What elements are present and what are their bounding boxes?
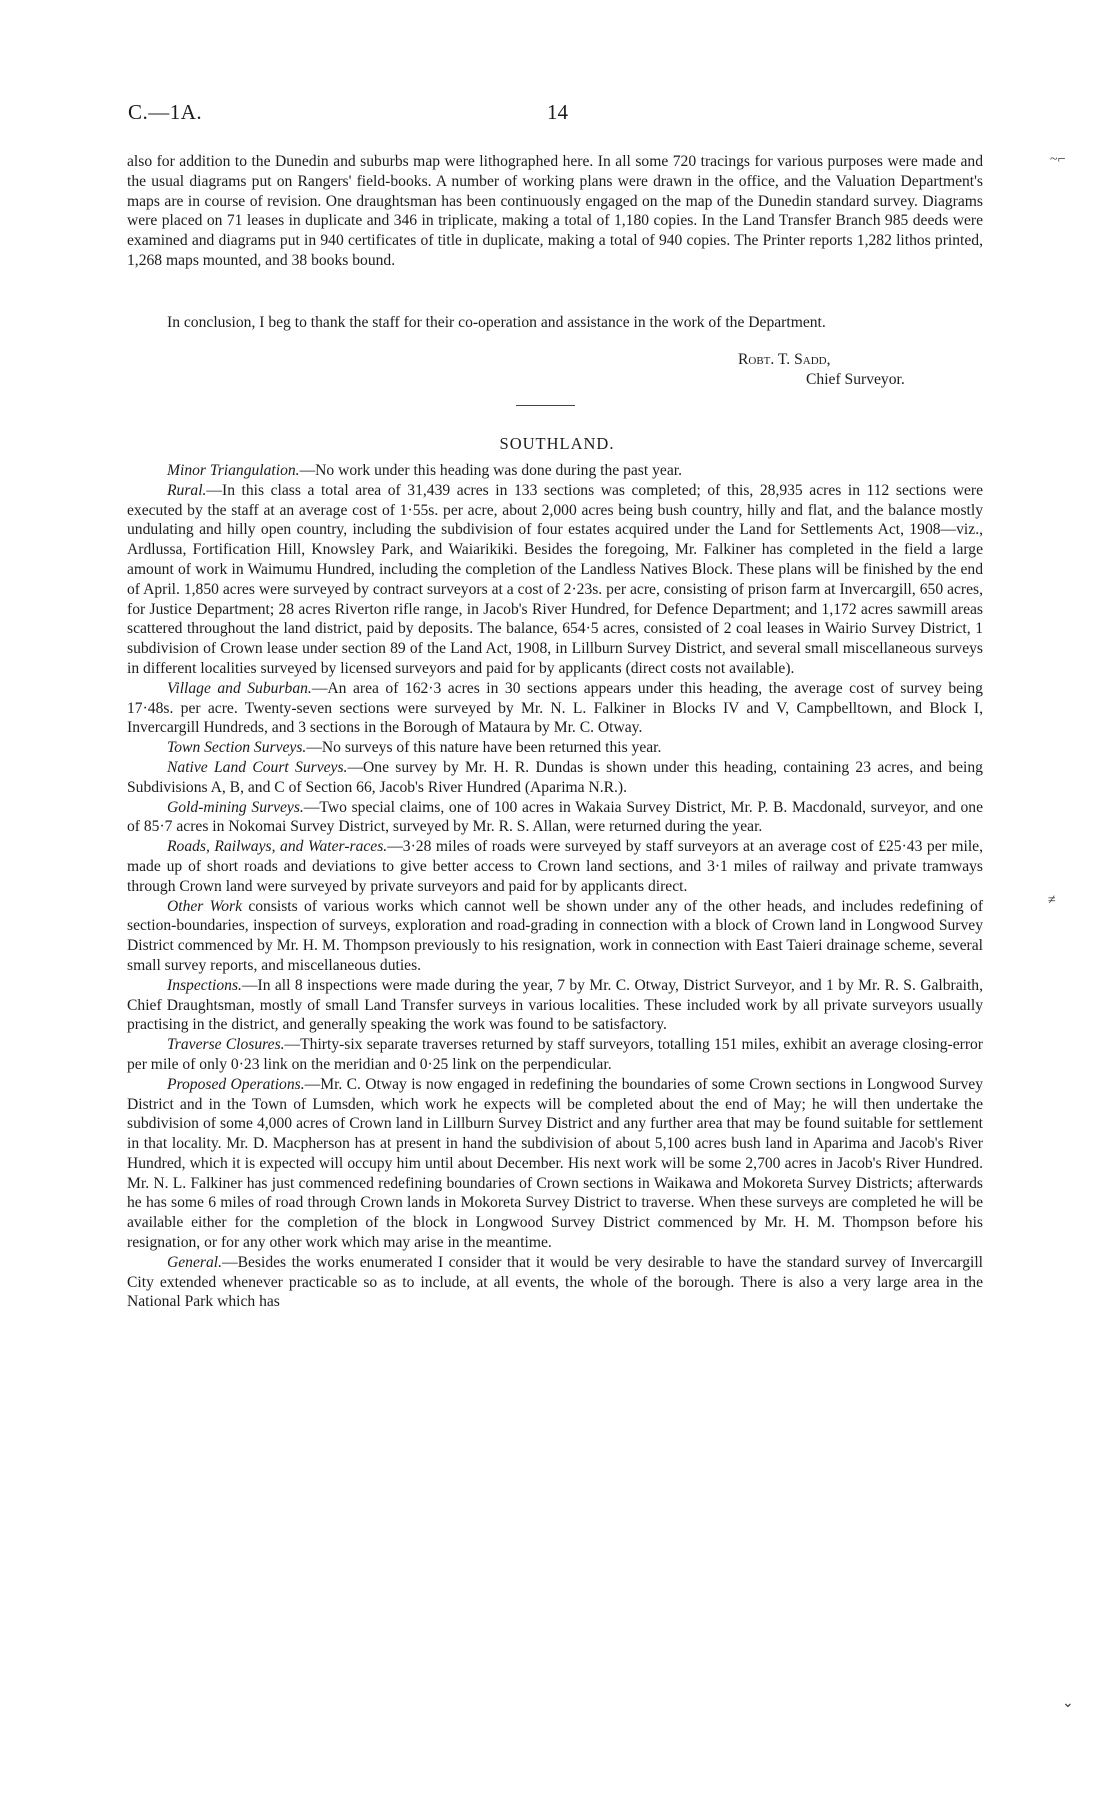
- paragraph-town-section-surveys: Town Section Surveys.—No surveys of this nature have been returned this year.: [167, 739, 662, 757]
- signature-title: Chief Surveyor.: [806, 371, 905, 388]
- paragraph-rural: Rural.—In this class a total area of 31,439 acres in 133 sections was completed; of this, 28,935 acres in 112 sections were executed by the staff at an average cost of 1·55s. per acre, about 2,000 acres being bush country, hilly and flat, and the balance mostly undulating and hilly open country, including the subdivision of four estates acquired under the Land for Settlements Act, 1908—viz., Ardlussa, Fortification Hill, Knowsley Park, and Waiarikiki. Besides the foregoing, Mr. Falkiner has completed in the field a large amount of work in Waimumu Hundred, including the completion of the Landless Natives Block. These plans will be finished by the end of April. 1,850 acres were surveyed by contract surveyors at a cost of 2·23s. per acre, consisting of prison farm at Invercargill, 650 acres, for Justice Department; 28 acres Riverton rifle range, in Jacob's River Hundred, for Defence Department; and 1,172 acres sawmill areas scattered throughout the land district, paid by deposits. The balance, 654·5 acres, consisted of 2 coal leases in Wairio Survey District, 1 subdivision of Crown lease under section 89 of the Land Act, 1908, in Lillburn Survey District, and several small miscellaneous surveys in different localities surveyed by licensed surveyors and paid for by applicants (direct costs not available).: [127, 481, 983, 677]
- section-title: SOUTHLAND.: [499, 434, 615, 453]
- conclusion-paragraph: In conclusion, I beg to thank the staff for their co-operation and assistance in the work of the Department.: [167, 314, 826, 331]
- paragraph-native-land-court: Native Land Court Surveys.—One survey by Mr. H. R. Dundas is shown under this heading, containing 23 acres, and being Subdivisions A, B, and C of Section 66, Jacob's River Hundred (Aparima N.R.).: [127, 758, 983, 796]
- paragraph-roads-railways: Roads, Railways, and Water-races.—3·28 miles of roads were surveyed by staff surveyors at an average cost of £25·43 per mile, made up of short roads and deviations to give better access to Crown land sections, and 3·1 miles of railway and private tramways through Crown land were surveyed by private surveyors and paid for by applicants direct.: [127, 838, 983, 895]
- margin-mark: ≠: [1048, 893, 1056, 908]
- paragraph-proposed-operations: Proposed Operations.—Mr. C. Otway is now engaged in redefining the boundaries of some Crown sections in Longwood Survey District and in the Town of Lumsden, which work he expects will be completed about the end of May; he will then undertake the subdivision of some 4,000 acres of Crown land in Lillburn Survey District and any further area that may be found suitable for settlement in that locality. Mr. D. Macpherson has at present in hand the subdivision of about 5,100 acres bush land in Aparima and Jacob's River Hundred, which it is expected will occupy him until about December. His next work will be some 2,700 acres in Jacob's River Hundred. Mr. N. L. Falkiner has just commenced redefining boundaries of Crown sections in Waikawa and Mokoreta Survey Districts; afterwards he has some 6 miles of road through Crown lands in Mokoreta Survey District to traverse. When these surveys are completed he will be available either for the completion of the block in Longwood Survey District commenced by Mr. H. M. Thompson before his resignation, or for any other work which may arise in the meantime.: [127, 1075, 983, 1252]
- intro-paragraph: also for addition to the Dunedin and suburbs map were lithographed here. In all some 720 tracings for various purposes were made and the usual diagrams put on Rangers' field-books. A number of working plans were drawn in the office, and the Valuation Department's maps are in course of revision. One draughtsman has been continuously engaged on the map of the Dunedin standard survey. Diagrams were placed on 71 leases in duplicate and 346 in triplicate, making a total of 1,180 copies. In the Land Transfer Branch 985 deeds were examined and diagrams put in 940 certificates of title in duplicate, making a total of 940 copies. The Printer reports 1,282 lithos printed, 1,268 maps mounted, and 38 books bound.: [127, 153, 983, 269]
- paragraph-village-suburban: Village and Suburban.—An area of 162·3 acres in 30 sections appears under this heading, the average cost of survey being 17·48s. per acre. Twenty-seven sections were surveyed by Mr. N. L. Falkiner in Blocks IV and V, Campbelltown, and Block I, Invercargill Hundreds, and 3 sections in the Borough of Mataura by Mr. C. Otway.: [127, 679, 983, 737]
- section-divider: [516, 405, 575, 406]
- document-reference: C.—1A.: [128, 100, 203, 124]
- paragraph-general: General.—Besides the works enumerated I consider that it would be very desirable to have the standard survey of Invercargill City extended whenever practicable so as to include, at all events, the whole of the borough. There is also a very large area in the National Park which has: [127, 1253, 983, 1311]
- paragraph-gold-mining: Gold-mining Surveys.—Two special claims, one of 100 acres in Wakaia Survey District, Mr. P. B. Macdonald, surveyor, and one of 85·7 acres in Nokomai Survey District, surveyed by Mr. R. S. Allan, were returned during the year.: [127, 798, 983, 836]
- paragraph-inspections: Inspections.—In all 8 inspections were made during the year, 7 by Mr. C. Otway, District Surveyor, and 1 by Mr. R. S. Galbraith, Chief Draughtsman, mostly of small Land Transfer surveys in various localities. These included work by all private surveyors usually practising in the district, and generally speaking the work was found to be satisfactory.: [127, 976, 983, 1034]
- paragraph-traverse-closures: Traverse Closures.—Thirty-six separate traverses returned by staff surveyors, totalling 151 miles, exhibit an average closing-error per mile of only 0·23 link on the meridian and 0·25 link on the perpendicular.: [127, 1036, 984, 1073]
- paragraph-other-work: Other Work consists of various works which cannot well be shown under any of the other heads, and includes redefining of section-boundaries, inspection of surveys, exploration and road-grading in connection with a block of Crown land in Longwood Survey District commenced by Mr. H. M. Thompson previously to his resignation, work in connection with East Taieri drainage scheme, several small survey reports, and miscellaneous duties.: [127, 897, 984, 974]
- section-body: [127, 461, 983, 1312]
- signature-name: Robt. T. Sadd,: [738, 351, 831, 368]
- margin-mark: ⌄: [1062, 1696, 1074, 1711]
- margin-mark: ~⌐: [1050, 152, 1066, 167]
- paragraph-minor-triangulation: Minor Triangulation.—No work under this heading was done during the past year.: [167, 462, 682, 479]
- page-number: 14: [547, 100, 568, 124]
